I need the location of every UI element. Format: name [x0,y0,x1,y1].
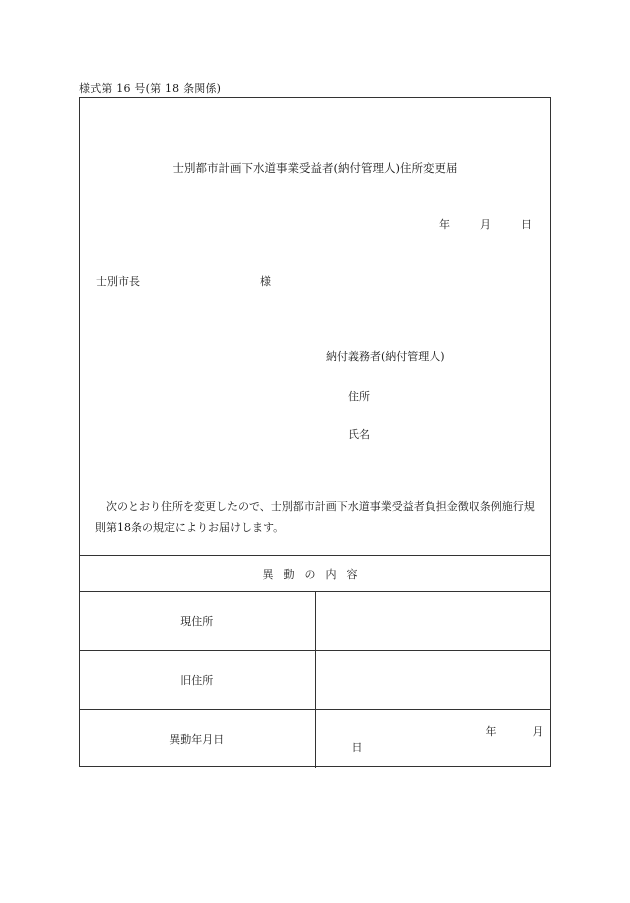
current-address-field[interactable] [315,592,551,651]
table-row [79,651,551,710]
date-month-label: 月 [480,218,491,231]
notice-body-text: 次のとおり住所を変更したので、士別都市計画下水道事業受益者負担金徴収条例施行規則第18条の規定によりお届けします。 [95,500,535,534]
previous-address-label: 旧住所 [79,651,315,710]
name-label: 氏名 [348,428,370,441]
details-heading-row [79,556,551,592]
previous-address-field[interactable] [315,651,551,710]
address-label: 住所 [348,390,370,403]
obligor-label: 納付義務者(納付管理人) [326,350,445,363]
recipient: 士別市長 [96,275,140,288]
change-date-field[interactable] [315,710,551,769]
change-date-day: 日 [351,741,363,754]
table-row [79,710,551,769]
change-date-label: 異動年月日 [79,710,315,769]
form-number: 様式第 16 号(第 18 条関係) [79,82,222,95]
change-details-table [79,555,551,768]
change-date-year: 年 [485,725,497,738]
honorific: 様 [260,275,271,288]
details-heading: 異動の内容 [79,556,551,592]
table-row [79,592,551,651]
current-address-label: 現住所 [79,592,315,651]
change-date-month: 月 [532,725,544,738]
submission-date [439,216,532,232]
date-year-label: 年 [439,218,450,231]
address-change-form [79,97,551,767]
form-title: 士別都市計画下水道事業受益者(納付管理人)住所変更届 [172,161,458,175]
date-day-label: 日 [521,218,532,231]
